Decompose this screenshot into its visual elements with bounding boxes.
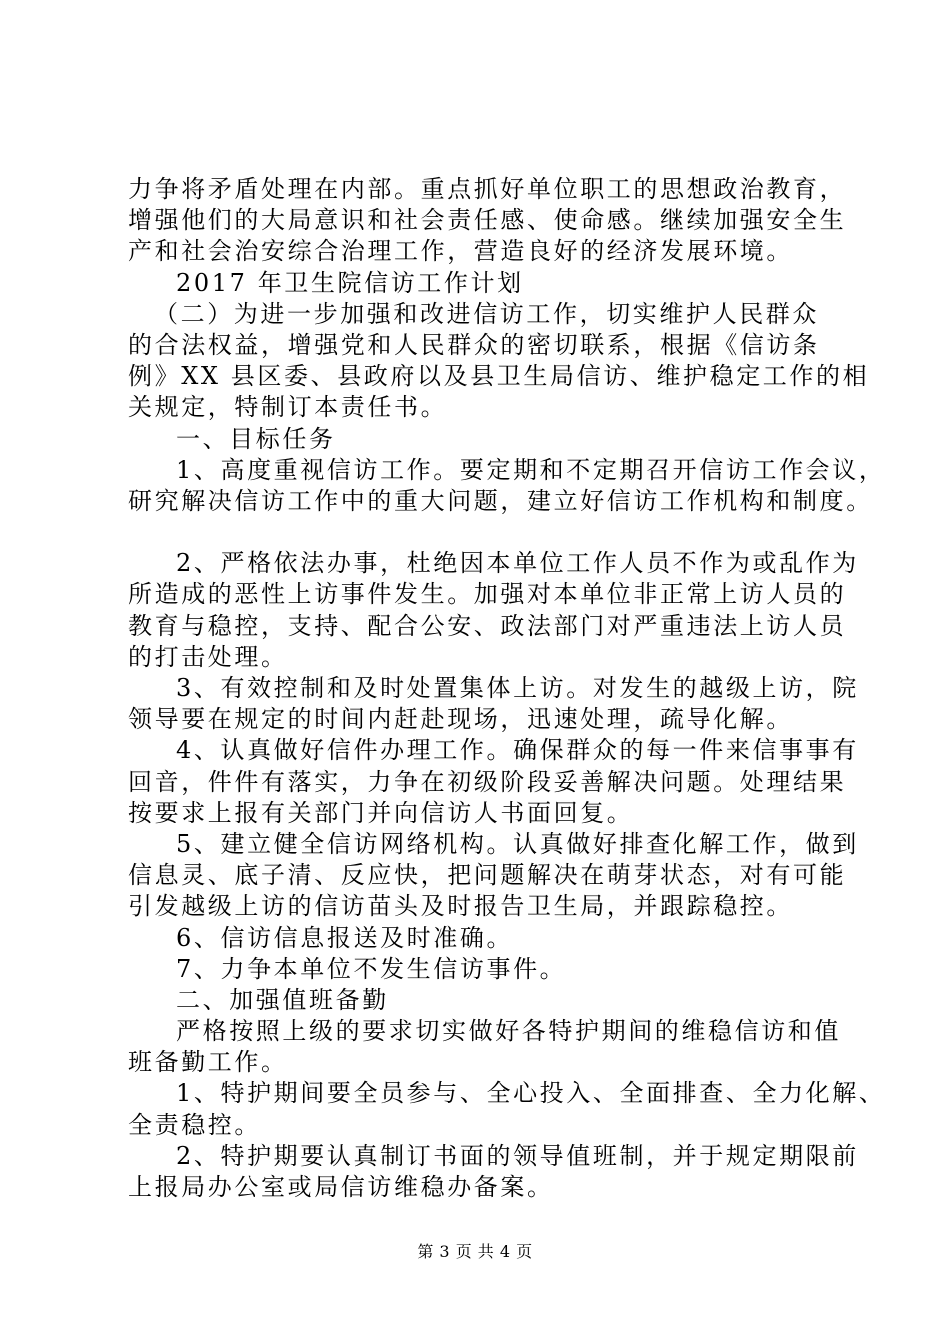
text-line: 4、认真做好信件办理工作。确保群众的每一件来信事事有 [176, 736, 859, 765]
text-line: 按要求上报有关部门并向信访人书面回复。 [128, 798, 634, 827]
text-line: 6、信访信息报送及时准确。 [176, 923, 514, 952]
document-title: 2017 年卫生院信访工作计划 [176, 268, 524, 297]
page-footer: 第 3 页 共 4 页 [417, 1242, 533, 1261]
text-line: 5、建立健全信访网络机构。认真做好排查化解工作，做到 [176, 829, 859, 858]
text-line: 回音，件件有落实，力争在初级阶段妥善解决问题。处理结果 [128, 767, 847, 796]
text-line: 1、特护期间要全员参与、全心投入、全面排查、全力化解、 [176, 1079, 886, 1108]
text-line: 1、高度重视信访工作。要定期和不定期召开信访工作会议， [176, 455, 886, 484]
text-line: 领导要在规定的时间内赶赴现场，迅速处理，疏导化解。 [128, 705, 793, 734]
text-line: 3、有效控制和及时处置集体上访。对发生的越级上访，院 [176, 674, 859, 702]
text-line: 所造成的恶性上访事件发生。加强对本单位非正常上访人员的 [128, 580, 847, 609]
text-line: 例》XX 县区委、县政府以及县卫生局信访、维护稳定工作的相 [128, 362, 870, 391]
text-line: 的合法权益，增强党和人民群众的密切联系，根据《信访条 [128, 330, 820, 359]
text-line: 严格按照上级的要求切实做好各特护期间的维稳信访和值 [176, 1017, 841, 1046]
blank-line [128, 517, 852, 548]
section-heading: 一、目标任务 [176, 424, 336, 453]
text-line: 2、严格依法办事，杜绝因本单位工作人员不作为或乱作为 [176, 549, 859, 578]
text-line: 上报局办公室或局信访维稳办备案。 [128, 1173, 554, 1201]
text-line: 产和社会治安综合治理工作，营造良好的经济发展环境。 [128, 237, 793, 266]
text-line: 力争将矛盾处理在内部。重点抓好单位职工的思想政治教育， [128, 175, 847, 203]
text-line: 增强他们的大局意识和社会责任感、使命感。继续加强安全生 [128, 206, 847, 235]
text-line: 2、特护期要认真制订书面的领导值班制，并于规定期限前 [176, 1141, 859, 1170]
text-line: （二）为进一步加强和改进信访工作，切实维护人民群众 [154, 299, 819, 328]
text-line: 信息灵、底子清、反应快，把问题解决在萌芽状态，对有可能 [128, 861, 847, 890]
text-line: 的打击处理。 [128, 642, 288, 671]
text-line: 教育与稳控，支持、配合公安、政法部门对严重违法上访人员 [128, 611, 847, 640]
section-heading: 二、加强值班备勤 [176, 985, 389, 1014]
text-line: 全责稳控。 [128, 1110, 261, 1139]
text-line: 引发越级上访的信访苗头及时报告卫生局，并跟踪稳控。 [128, 892, 793, 921]
text-line: 关规定，特制订本责任书。 [128, 393, 448, 422]
text-line: 研究解决信访工作中的重大问题，建立好信访工作机构和制度。 [128, 486, 873, 515]
text-line: 班备勤工作。 [128, 1048, 288, 1077]
document-body [128, 174, 886, 1203]
text-line: 7、力争本单位不发生信访事件。 [176, 954, 567, 983]
